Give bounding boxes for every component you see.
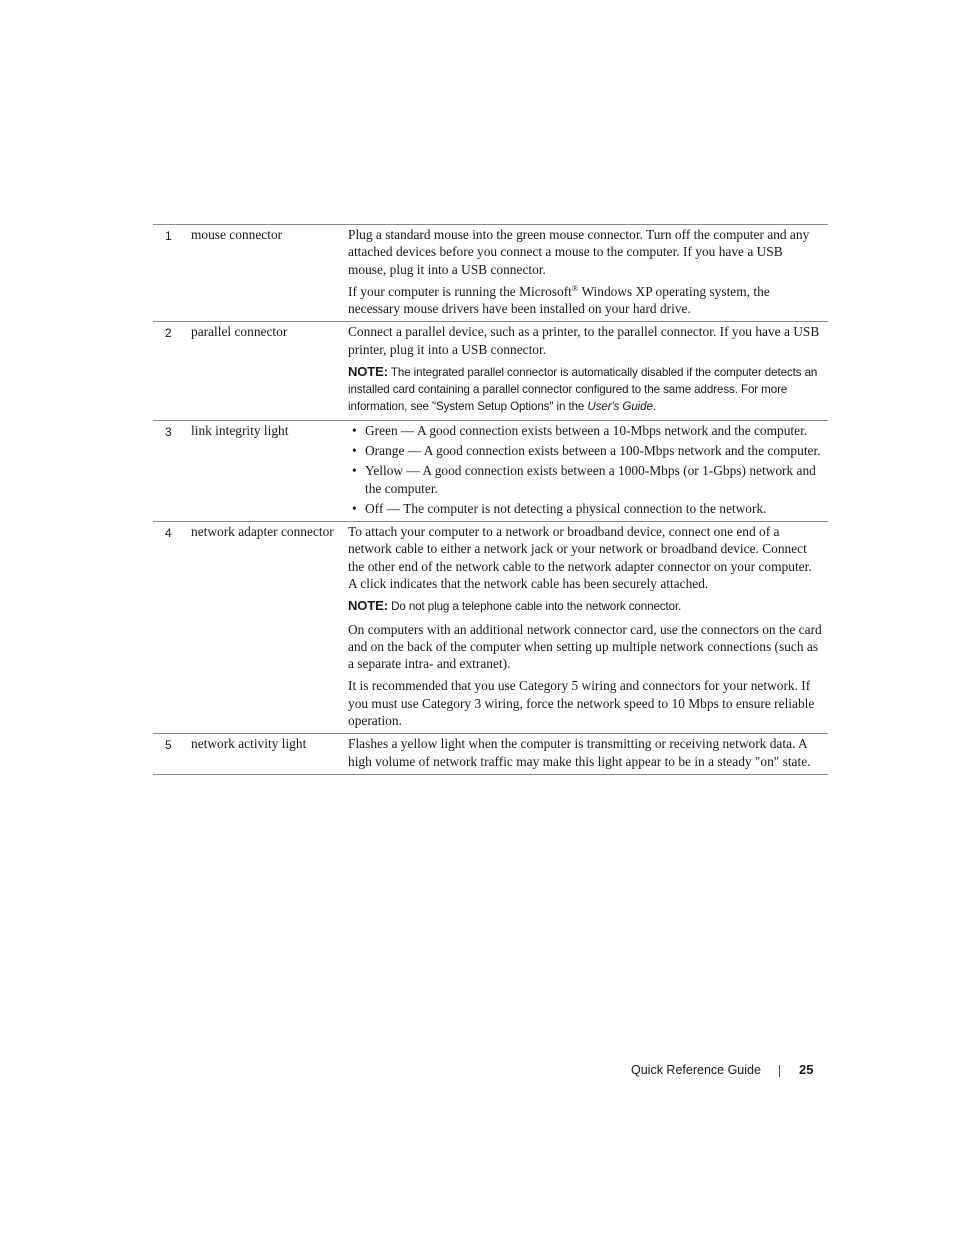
connector-description	[348, 322, 828, 420]
connector-name: network activity light	[191, 736, 307, 752]
connector-description	[348, 420, 828, 521]
bullet-icon: •	[352, 422, 357, 438]
note-label: NOTE:	[348, 364, 388, 380]
bullet-icon: •	[352, 463, 357, 479]
text-segment: If your computer is running the Microsoft	[348, 283, 572, 299]
bullet-icon: •	[352, 500, 357, 516]
note-label: NOTE:	[348, 598, 388, 614]
row-number: 4	[165, 526, 172, 541]
table-row	[153, 522, 828, 734]
description-paragraph: To attach your computer to a network or broadband device, connect one end of a network cable to either a network jack or your network or broadband device. Connect the other end of the network cable to the network adapter connector on your computer. A click indicates that the network cable has been securely attached.	[348, 524, 812, 592]
table-row	[153, 225, 828, 322]
row-number: 5	[165, 738, 172, 753]
table-row	[153, 734, 828, 775]
footer-separator	[779, 1065, 780, 1077]
list-item-text: Off — The computer is not detecting a physical connection to the network.	[365, 500, 767, 516]
list-item	[348, 422, 822, 439]
table-row	[153, 322, 828, 420]
list-item-text: Green — A good connection exists between a 10-Mbps network and the computer.	[365, 422, 808, 438]
text-segment: Windows XP operating system, the necessary mouse drivers have been installed on your hard drive.	[348, 283, 770, 317]
row-number: 2	[165, 326, 172, 341]
list-item	[348, 462, 822, 497]
description-paragraph: Connect a parallel device, such as a printer, to the parallel connector. If you have a USB printer, plug it into a USB connector.	[348, 324, 820, 357]
connector-name: parallel connector	[191, 324, 288, 340]
connector-name: mouse connector	[191, 227, 283, 242]
registered-mark: ®	[571, 282, 579, 293]
connector-description	[348, 522, 828, 734]
status-list	[348, 422, 822, 517]
bullet-icon: •	[352, 442, 357, 458]
note-text: The integrated parallel connector is automatically disabled if the computer detects an installed card containing a parallel connector configured to the same address. For more information, see "System Setup Options" in the	[348, 366, 818, 414]
description-paragraph: Flashes a yellow light when the computer is transmitting or receiving network data. A high volume of network traffic may make this light appear to be in a steady "on" state.	[348, 736, 811, 769]
connector-name: link integrity light	[191, 422, 289, 438]
table-row	[153, 420, 828, 521]
list-item-text: Orange — A good connection exists between a 100-Mbps network and the computer.	[365, 442, 821, 458]
list-item	[348, 442, 822, 459]
note	[348, 363, 822, 416]
connector-name: network adapter connector	[191, 524, 334, 540]
description-paragraph	[348, 283, 822, 318]
row-number: 3	[165, 424, 172, 439]
page-number: 25	[799, 1062, 814, 1077]
note	[348, 597, 822, 615]
note-text: Do not plug a telephone cable into the network connector.	[387, 600, 682, 614]
row-number: 1	[165, 229, 172, 243]
description-paragraph: It is recommended that you use Category 5 wiring and connectors for your network. If you must use Category 3 wiring, force the network speed to 10 Mbps to ensure reliable operation.	[348, 678, 815, 729]
connector-description	[348, 225, 828, 322]
note-end: .	[652, 400, 656, 414]
list-item	[348, 500, 822, 517]
description-paragraph: Plug a standard mouse into the green mouse connector. Turn off the computer and any attached devices before you connect a mouse to the computer. If you have a USB mouse, plug it into a USB connector.	[348, 227, 810, 277]
footer-title: Quick Reference Guide	[631, 1063, 761, 1077]
guide-reference: User's Guide	[587, 400, 653, 414]
description-paragraph: On computers with an additional network connector card, use the connectors on the card and on the back of the computer when setting up multiple network connections (such as a separate intra- and extranet).	[348, 621, 822, 672]
connector-table	[153, 224, 828, 775]
list-item-text: Yellow — A good connection exists between a 1000-Mbps (or 1-Gbps) network and the computer.	[365, 463, 816, 496]
connector-description	[348, 734, 828, 775]
